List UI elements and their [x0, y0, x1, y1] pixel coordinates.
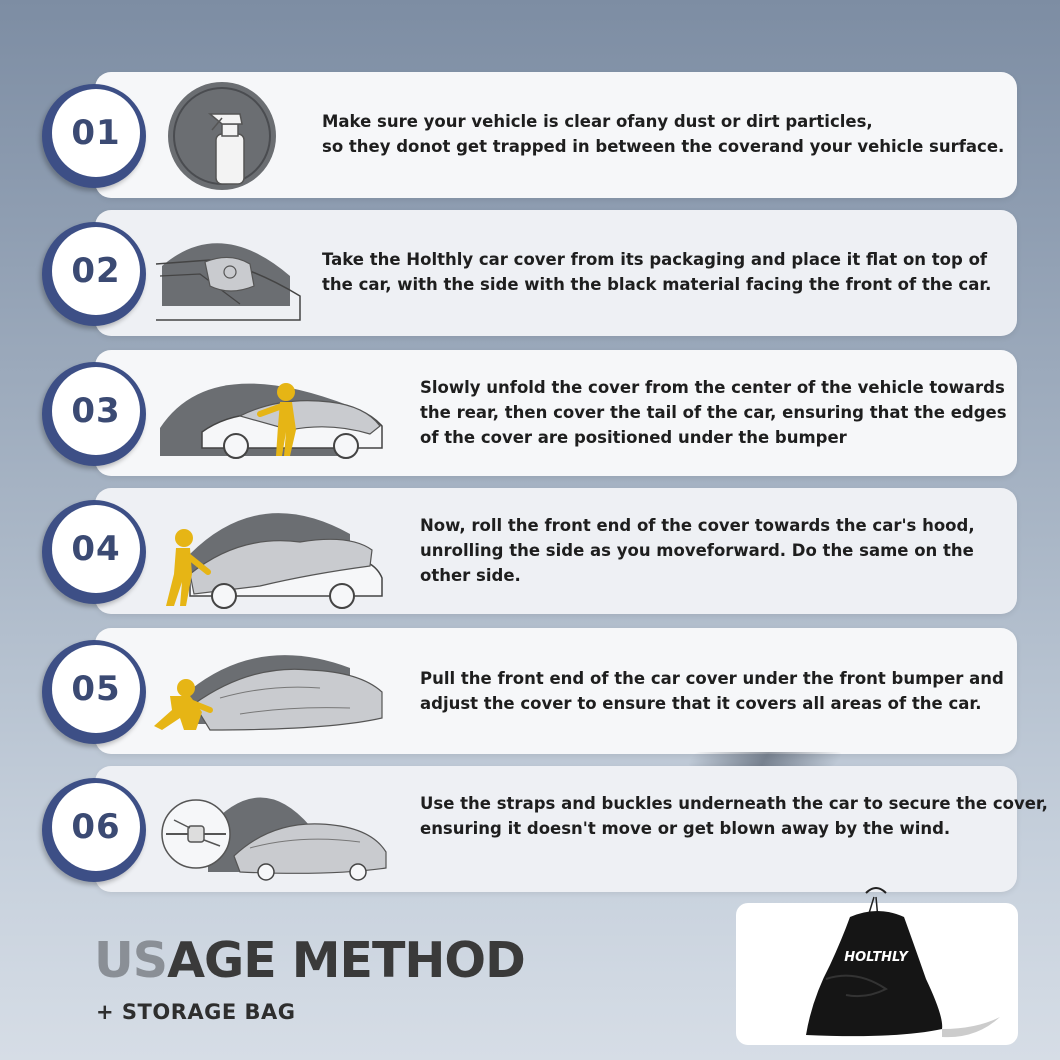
step-line: Take the Holthly car cover from its packaging and place it flat on top of	[322, 250, 988, 269]
step-line: Use the straps and buckles underneath the car to secure the cover,	[420, 794, 1048, 813]
strap-buckle-icon	[150, 772, 400, 888]
step-5	[0, 628, 1060, 756]
page-title	[94, 932, 525, 989]
step-line: Slowly unfold the cover from the center of the vehicle towards	[420, 378, 1005, 397]
person-pulling-cover-icon	[150, 634, 400, 750]
step-line: Make sure your vehicle is clear ofany dust or dirt particles,	[322, 112, 873, 131]
step-line: the car, with the side with the black material facing the front of the car.	[322, 275, 992, 294]
step-line: other side.	[420, 566, 521, 585]
person-unfolding-cover-icon	[150, 356, 400, 472]
title-main-part: AGE METHOD	[167, 932, 525, 989]
drawstring-bag-icon	[736, 879, 1018, 1045]
page-subtitle: + STORAGE BAG	[96, 1000, 296, 1024]
step-4	[0, 488, 1060, 616]
step-number: 06	[52, 783, 140, 871]
step-6	[0, 766, 1060, 894]
step-line: adjust the cover to ensure that it covers all areas of the car.	[420, 694, 982, 713]
person-rolling-cover-icon	[150, 494, 400, 610]
step-description	[420, 666, 1004, 716]
step-number: 03	[52, 367, 140, 455]
step-1	[0, 72, 1060, 200]
step-line: unrolling the side as you moveforward. Do the same on the	[420, 541, 974, 560]
step-line: so they donot get trapped in between the coverand your vehicle surface.	[322, 137, 1005, 156]
step-2	[0, 210, 1060, 338]
step-line: Now, roll the front end of the cover towards the car's hood,	[420, 516, 975, 535]
step-line: ensuring it doesn't move or get blown away by the wind.	[420, 819, 951, 838]
step-line: Pull the front end of the car cover under the front bumper and	[420, 669, 1004, 688]
step-3	[0, 350, 1060, 478]
storage-bag-card	[736, 903, 1018, 1045]
step-number: 01	[52, 89, 140, 177]
step-line: the rear, then cover the tail of the car, ensuring that the edges	[420, 403, 1007, 422]
step-description	[322, 247, 991, 297]
step-line: of the cover are positioned under the bumper	[420, 428, 847, 447]
decorative-shadow	[686, 752, 844, 766]
step-number: 05	[52, 645, 140, 733]
step-number: 04	[52, 505, 140, 593]
bag-label: HOLTHLY	[844, 950, 908, 965]
step-number: 02	[52, 227, 140, 315]
step-description	[322, 109, 1004, 159]
step-description	[420, 513, 975, 588]
title-faded-part: US	[94, 932, 168, 989]
step-description	[420, 375, 1007, 450]
step-description	[420, 791, 1048, 841]
